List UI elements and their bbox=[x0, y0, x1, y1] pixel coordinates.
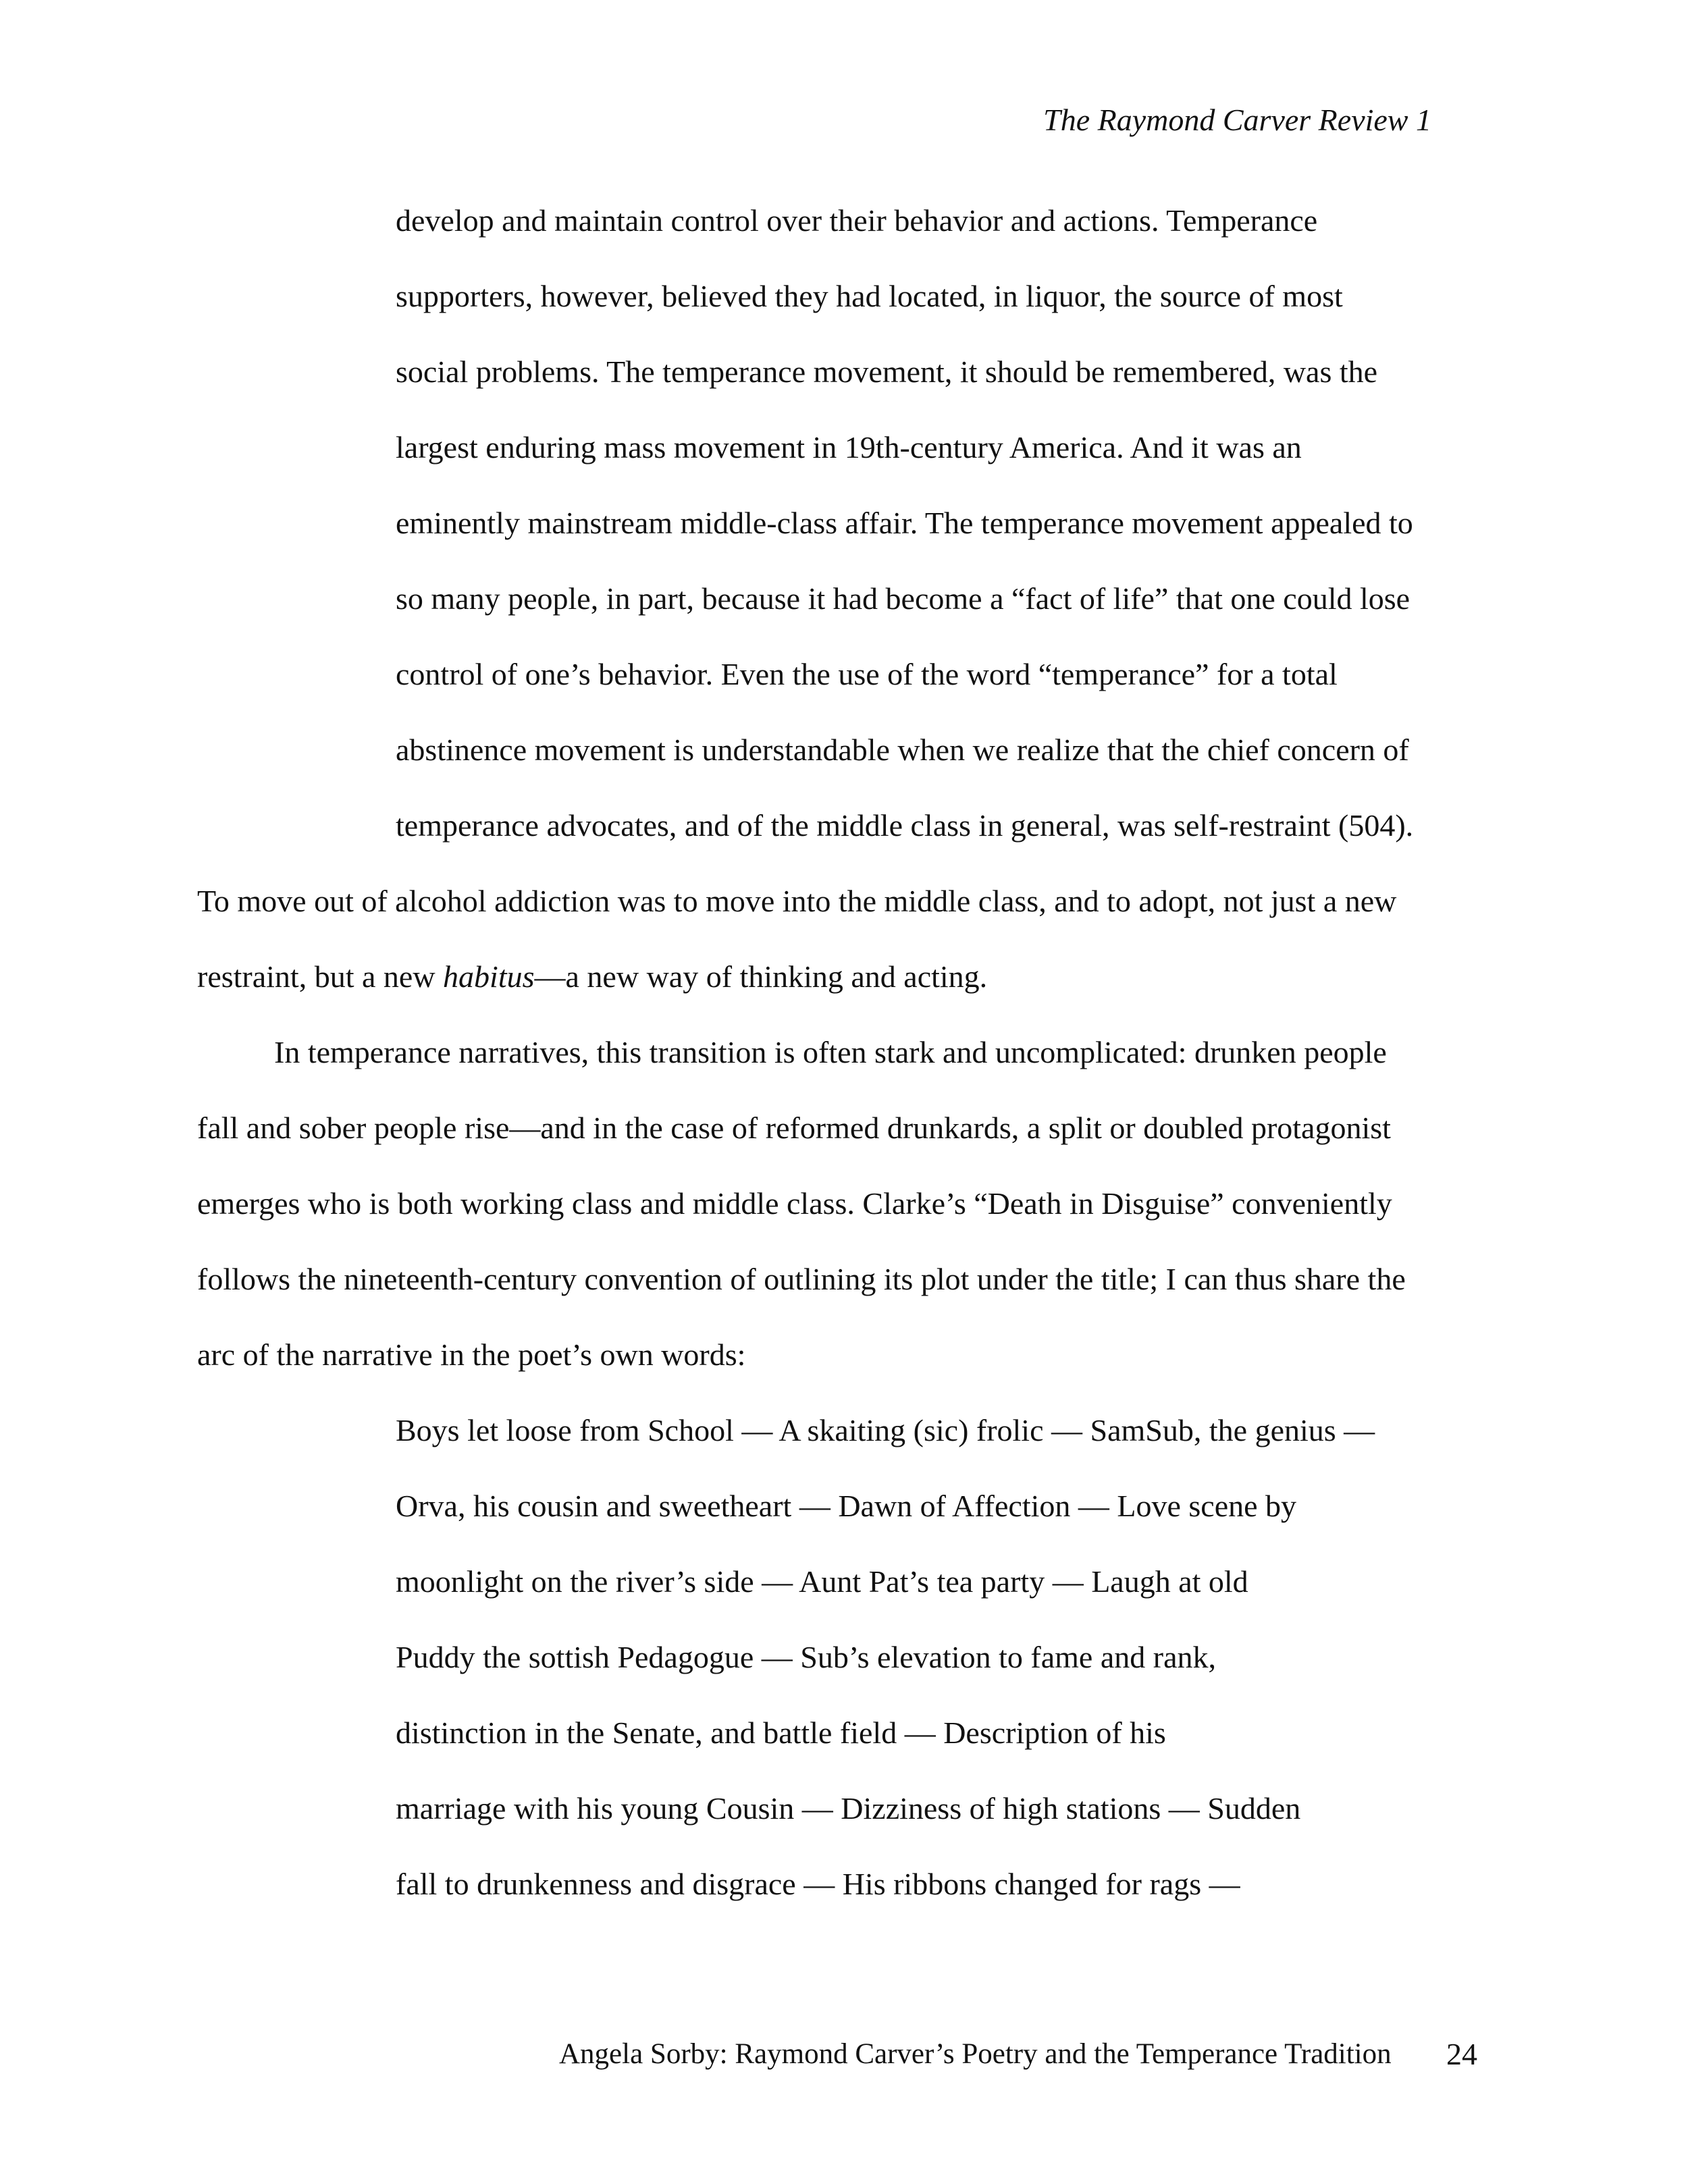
block-quote-2-line: moonlight on the river’s side — Aunt Pat’s tea party — Laugh at old bbox=[396, 1564, 1248, 1599]
running-head: The Raymond Carver Review 1 bbox=[1043, 103, 1431, 137]
block-quote-1-line: largest enduring mass movement in 19th-century America. And it was an bbox=[396, 430, 1302, 464]
body-line: follows the nineteenth-century convention of outlining its plot under the title; I can thus share the bbox=[197, 1262, 1406, 1296]
block-quote-1-line: control of one’s behavior. Even the use of the word “temperance” for a total bbox=[396, 657, 1338, 691]
block-quote-2-line: marriage with his young Cousin — Dizziness of high stations — Sudden bbox=[396, 1791, 1301, 1826]
body-line: fall and sober people rise—and in the case of reformed drunkards, a split or doubled protagonist bbox=[197, 1111, 1391, 1145]
block-quote-1-line: develop and maintain control over their behavior and actions. Temperance bbox=[396, 203, 1318, 238]
body-line: arc of the narrative in the poet’s own words: bbox=[197, 1337, 746, 1372]
body-line: To move out of alcohol addiction was to move into the middle class, and to adopt, not just a new bbox=[197, 884, 1397, 918]
body-line bbox=[197, 957, 987, 997]
block-quote-2-line: Boys let loose from School — A skaiting (sic) frolic — SamSub, the genius — bbox=[396, 1413, 1375, 1447]
block-quote-1-line: abstinence movement is understandable when we realize that the chief concern of bbox=[396, 733, 1409, 767]
block-quote-1-line: eminently mainstream middle-class affair. The temperance movement appealed to bbox=[396, 506, 1413, 540]
block-quote-2-line: fall to drunkenness and disgrace — His ribbons changed for rags — bbox=[396, 1867, 1240, 1901]
page-number: 24 bbox=[1446, 2037, 1477, 2071]
block-quote-2-line: distinction in the Senate, and battle field — Description of his bbox=[396, 1715, 1166, 1750]
block-quote-2-line: Puddy the sottish Pedagogue — Sub’s elevation to fame and rank, bbox=[396, 1640, 1216, 1674]
body-line: In temperance narratives, this transition is often stark and uncomplicated: drunken people bbox=[274, 1035, 1387, 1069]
block-quote-1-line: temperance advocates, and of the middle class in general, was self-restraint (504). bbox=[396, 808, 1414, 843]
block-quote-2-line: Orva, his cousin and sweetheart — Dawn of Affection — Love scene by bbox=[396, 1489, 1297, 1523]
block-quote-1-line: social problems. The temperance movement, it should be remembered, was the bbox=[396, 354, 1378, 389]
block-quote-1-line: so many people, in part, because it had become a “fact of life” that one could lose bbox=[396, 581, 1410, 616]
body-line: emerges who is both working class and middle class. Clarke’s “Death in Disguise” conveniently bbox=[197, 1186, 1392, 1221]
body-text: restraint, but a new bbox=[197, 959, 444, 994]
footer-citation: Angela Sorby: Raymond Carver’s Poetry and the Temperance Tradition bbox=[559, 2038, 1392, 2070]
italic-term: habitus bbox=[443, 959, 535, 994]
body-text: —a new way of thinking and acting. bbox=[534, 959, 988, 994]
block-quote-1-line: supporters, however, believed they had located, in liquor, the source of most bbox=[396, 279, 1343, 313]
